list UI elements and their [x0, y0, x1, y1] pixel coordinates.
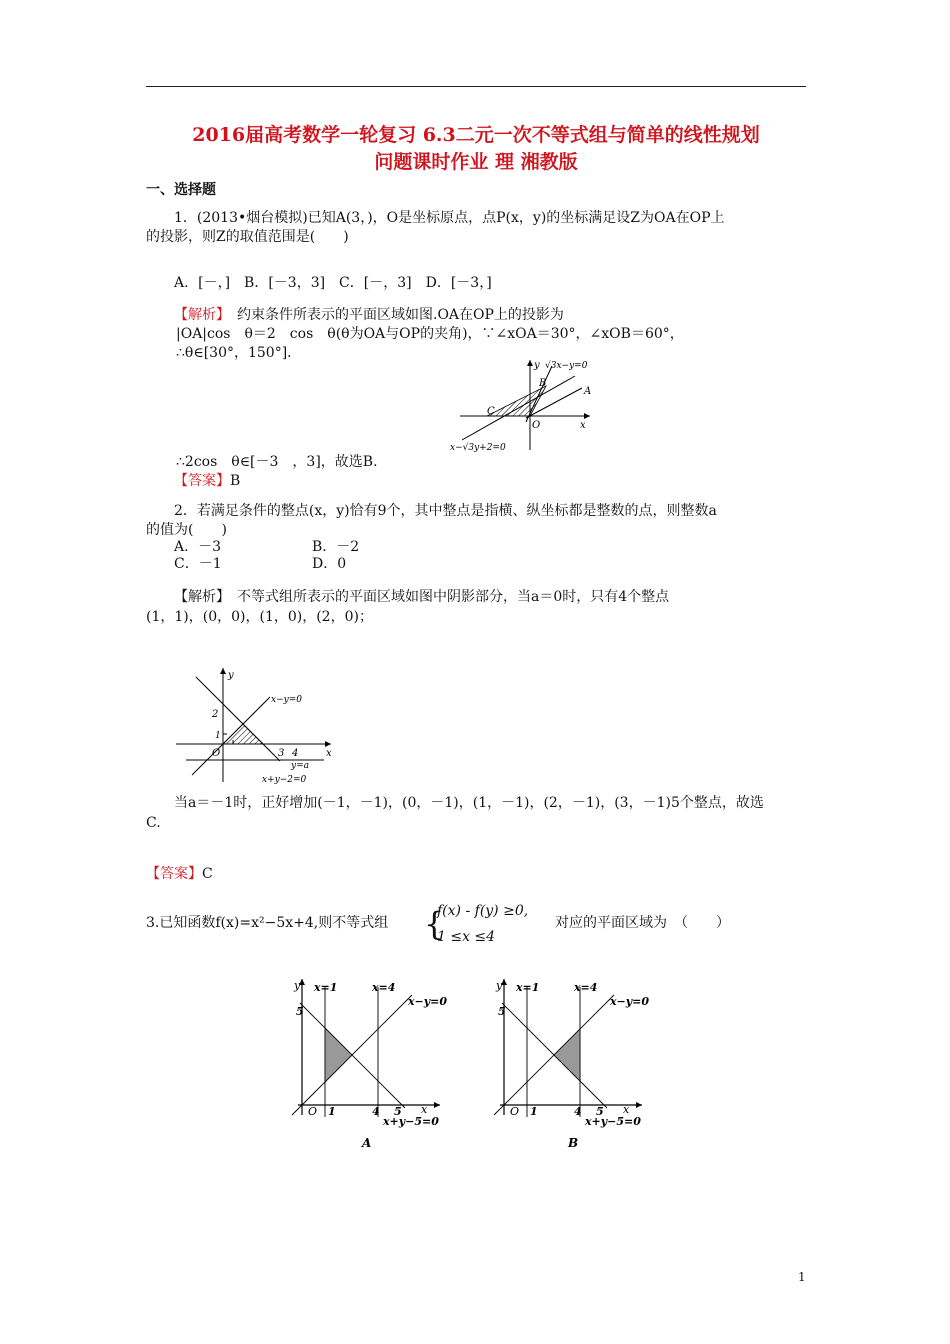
q1-options: A．[－，] B．[－3，3] C．[－，3] D．[－3，] — [174, 275, 492, 291]
q2-fig-x-label: x — [326, 748, 332, 759]
q3a-origin-label: O — [308, 1105, 318, 1118]
q2-fig-y-label: y — [228, 670, 234, 681]
q1-analysis-line4: ∴2cos θ∈[－3 ，3]，故选B. — [176, 454, 378, 470]
q2-answer-value: C — [202, 866, 213, 882]
q3b-x1-label: x=1 — [516, 981, 540, 994]
q1-analysis-tag: 【解析】 — [174, 307, 223, 323]
q1-fig-point-a: A — [584, 386, 592, 397]
q3-system-line1: f(x) - f(y) ≥0, — [437, 903, 529, 919]
q3-stem-start: 3.已知函数f(x)=x²−5x+4,则不等式组 — [146, 915, 389, 931]
q3a-x-label: x — [421, 1103, 428, 1116]
q1-analysis-line2: |OA|cos θ＝2 cos θ(θ为OA与OP的夹角)，∵∠xOA＝30°，∠xOB＝60°， — [176, 326, 684, 342]
q1-fig-origin-label: O — [532, 420, 541, 431]
q1-analysis-line1: 【解析】 约束条件所表示的平面区域如图.OA在OP上的投影为 — [174, 307, 564, 323]
q2-fig-line2-label: y=a — [291, 761, 309, 771]
q2-analysis-line4: C. — [146, 815, 161, 831]
q2-answer-tag: 【答案】 — [146, 866, 202, 882]
q3b-caption: B — [568, 1136, 579, 1150]
header-rule — [146, 86, 806, 87]
q1-fig-y-label: y — [534, 360, 540, 371]
q2-analysis-line1: 【解析】 不等式组所表示的平面区域如图中阴影部分，当a＝0时，只有4个整点 — [174, 589, 670, 605]
q2-fig-line1-label: x−y=0 — [271, 695, 302, 705]
q1-answer-line — [174, 472, 240, 490]
q2-fig-tick-1: 1 — [215, 731, 221, 741]
q1-figure — [450, 354, 600, 454]
q3-figure-a — [290, 975, 450, 1155]
section-heading: 一、选择题 — [146, 182, 216, 198]
q3b-tick-5: 5 — [596, 1105, 604, 1118]
q3a-tick-4: 4 — [372, 1105, 380, 1118]
q3b-x4-label: x=4 — [574, 981, 598, 994]
q2-option-b: B．－2 — [312, 539, 360, 555]
q2-fig-line3-label: x+y−2=0 — [262, 775, 307, 785]
document-title — [146, 122, 806, 176]
q1-analysis-line3: ∴θ∈[30°，150°]． — [176, 345, 302, 361]
q3a-x4-label: x=4 — [372, 981, 396, 994]
q3a-y-tick-5: 5 — [296, 1005, 304, 1018]
q3a-tick-5: 5 — [394, 1105, 402, 1118]
q1-fig-point-c: C — [487, 406, 495, 417]
q3a-line1-label: x−y=0 — [408, 995, 448, 1008]
q3b-x-label: x — [623, 1103, 630, 1116]
q3-stem-end: 对应的平面区域为 （ ） — [555, 915, 730, 931]
q1-stem-line1: 1．(2013•烟台模拟)已知A(3，)，O是坐标原点，点P(x，y)的坐标满足设Z为OA在OP上 — [174, 210, 725, 226]
q3a-tick-1: 1 — [328, 1105, 336, 1118]
q1-fig-line2-label: x−√3y+2=0 — [450, 443, 506, 453]
q3b-line1-label: x−y=0 — [610, 995, 650, 1008]
q3a-y-label: y — [294, 979, 301, 992]
q2-analysis-line3: 当a＝－1时，正好增加(－1，－1)，(0，－1)，(1，－1)，(2，－1)，(3，－1)5个整点，故选 — [174, 795, 764, 811]
q3b-y-label: y — [496, 979, 503, 992]
q2-option-c: C．－1 — [174, 556, 222, 572]
q1-fig-point-b: B — [539, 378, 547, 389]
q1-answer-value: B — [230, 473, 241, 489]
q3-system-brace: { — [424, 905, 445, 943]
q3-figure-b — [492, 975, 652, 1155]
q2-option-a: A．－3 — [174, 539, 222, 555]
q3b-line2-label: x+y−5=0 — [585, 1115, 641, 1128]
q2-fig-origin-label: O — [212, 748, 221, 759]
title-line-2: 问题课时作业 理 湘教版 — [374, 151, 578, 173]
q1-fig-x-label: x — [580, 420, 586, 431]
q2-fig-tick-4: 4 — [292, 748, 299, 759]
q2-figure — [176, 664, 346, 789]
q1-answer-tag: 【答案】 — [174, 473, 230, 489]
q1-stem-line2: 的投影，则Z的取值范围是( ) — [146, 229, 349, 245]
q2-analysis-line2: (1，1)，(0，0)，(1，0)，(2，0)； — [146, 609, 373, 625]
q2-stem-line1: 2．若满足条件的整点(x，y)恰有9个，其中整点是指横、纵坐标都是整数的点，则整数a — [174, 503, 717, 519]
title-line-1: 2016届高考数学一轮复习 6.3二元一次不等式组与简单的线性规划 — [192, 124, 760, 146]
page-number: 1 — [798, 1270, 806, 1284]
q3b-origin-label: O — [510, 1105, 520, 1118]
q3b-y-tick-5: 5 — [498, 1005, 506, 1018]
q2-fig-tick-3: 3 — [278, 748, 285, 759]
q3b-tick-1: 1 — [530, 1105, 538, 1118]
q2-fig-tick-2: 2 — [212, 709, 219, 720]
q3a-line2-label: x+y−5=0 — [383, 1115, 439, 1128]
q3a-x1-label: x=1 — [314, 981, 338, 994]
q2-stem-line2: 的值为( ) — [146, 522, 227, 538]
q2-answer-line — [146, 865, 213, 883]
q3-system-line2: 1 ≤x ≤4 — [437, 929, 496, 945]
q3b-tick-4: 4 — [574, 1105, 582, 1118]
q3a-caption: A — [362, 1136, 372, 1150]
q1-fig-line1-label: √3x−y=0 — [545, 361, 588, 371]
q2-option-d: D．0 — [312, 556, 347, 572]
